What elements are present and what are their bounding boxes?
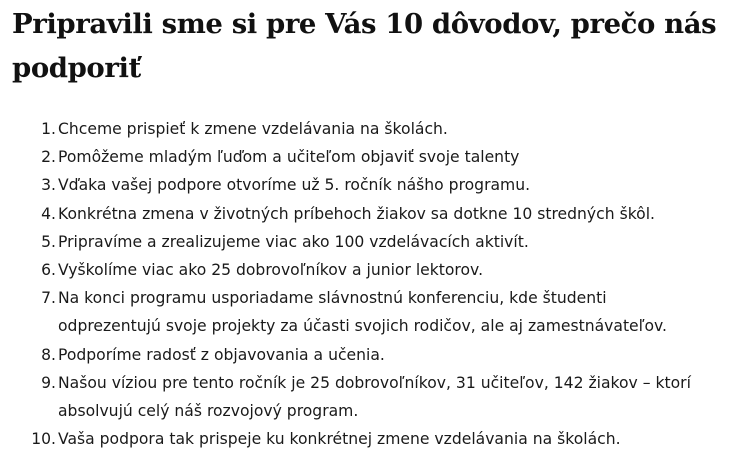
list-item: [0, 284, 743, 340]
reasons-list: [0, 115, 743, 453]
list-item-text: Pripravíme a zrealizujeme viac ako 100 vzdelávacích aktivít.: [58, 232, 529, 251]
list-item-number: 6.: [41, 261, 56, 280]
list-item: [0, 425, 743, 453]
list-item-text: odprezentujú svoje projekty za účasti svojich rodičov, ale aj zamestnávateľov.: [58, 317, 668, 336]
list-item-number: 3.: [41, 176, 56, 195]
list-item-text: Vyškolíme viac ako 25 dobrovoľníkov a junior lektorov.: [58, 261, 484, 280]
list-item-text: Podporíme radosť z objavovania a učenia.: [58, 345, 385, 364]
list-item: [0, 341, 743, 369]
list-item: [0, 256, 743, 284]
list-item-text: absolvujú celý náš rozvojový program.: [58, 402, 359, 421]
list-item: [0, 369, 743, 425]
list-item-number: 10.: [31, 430, 56, 449]
list-item-number: 5.: [41, 232, 56, 251]
list-item-text: Našou víziou pre tento ročník je 25 dobrovoľníkov, 31 učiteľov, 142 žiakov – ktorí: [58, 373, 691, 392]
list-item-number: 7.: [41, 289, 56, 308]
list-item: [0, 171, 743, 199]
list-item-number: 1.: [41, 120, 56, 138]
list-item-text: Chceme prispieť k zmene vzdelávania na školách.: [58, 120, 448, 138]
list-item-number: 8.: [41, 345, 56, 364]
list-item-text: Vaša podpora tak prispeje ku konkrétnej zmene vzdelávania na školách.: [58, 430, 621, 449]
list-item-text: Vďaka vašej podpore otvoríme už 5. ročník nášho programu.: [58, 176, 531, 195]
list-item: [0, 228, 743, 256]
list-item: [0, 115, 743, 143]
list-item-number: 2.: [41, 148, 56, 167]
list-item: [0, 143, 743, 171]
list-item-number: 4.: [41, 204, 56, 223]
list-item-text: Pomôžeme mladým ľuďom a učiteľom objaviť svoje talenty: [58, 148, 520, 167]
page-title: Pripravili sme si pre Vás 10 dôvodov, prečo nás podporiť: [12, 8, 717, 84]
list-item-text: Konkrétna zmena v životných príbehoch žiakov sa dotkne 10 stredných škôl.: [58, 204, 656, 223]
list-item-text: Na konci programu usporiadame slávnostnú konferenciu, kde študenti: [58, 289, 607, 308]
list-item: [0, 200, 743, 228]
list-item-number: 9.: [41, 373, 56, 392]
